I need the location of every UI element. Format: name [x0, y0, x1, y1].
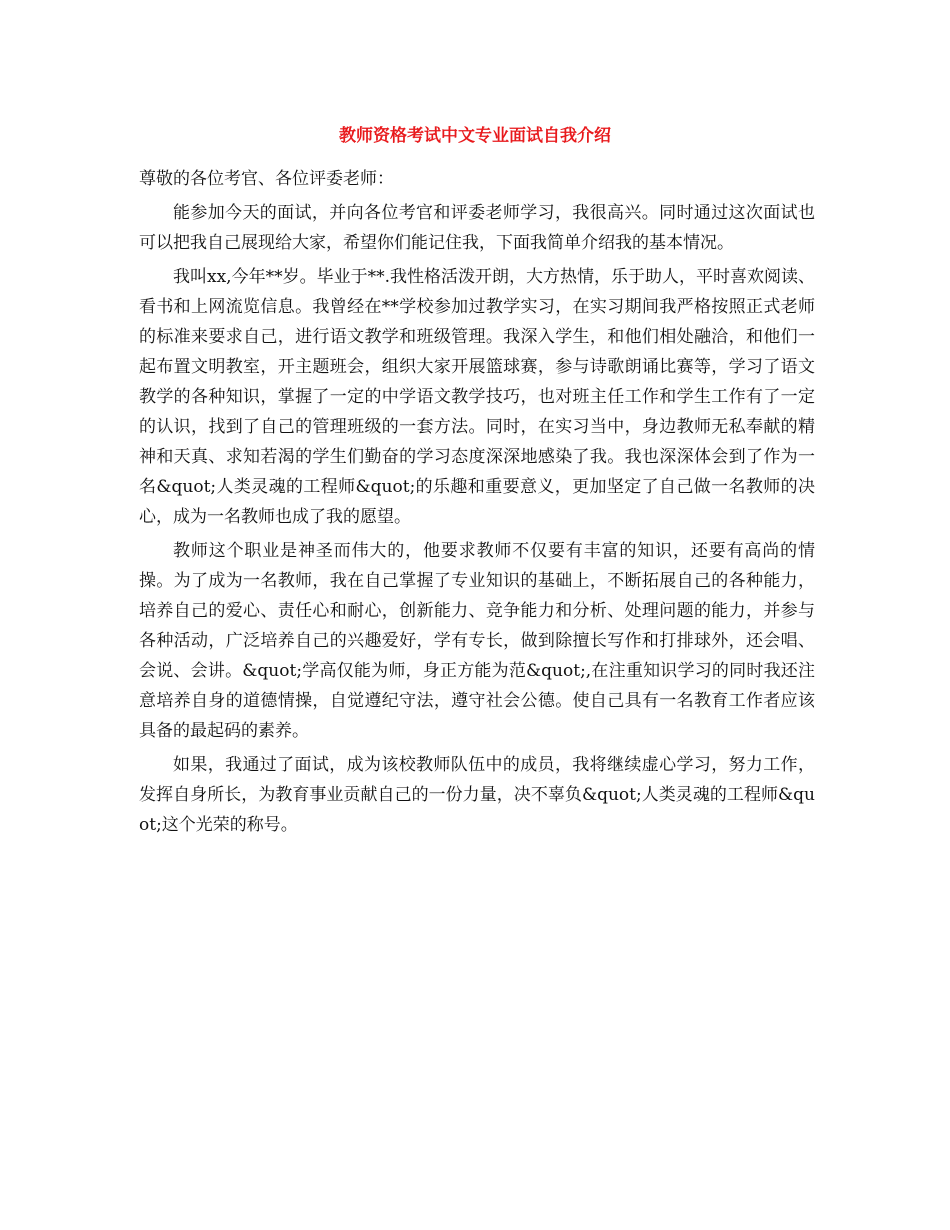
salutation: 尊敬的各位考官、各位评委老师：	[139, 169, 394, 189]
paragraph-background: 我叫xx,今年**岁。毕业于**.我性格活泼开朗，大方热情，乐于助人，平时喜欢阅读、看书和上网流览信息。我曾经在**学校参加过教学实习，在实习期间我严格按照正式老师的标准来要求自己，进行语文教学和班级管理。我深入学生，和他们相处融洽，和他们一起布置文明教室，开主题班会，组织大家开展篮球赛，参与诗歌朗诵比赛等，学习了语文教学的各种知识，掌握了一定的中学语文教学技巧，也对班主任工作和学生工作有了一定的认识，找到了自己的管理班级的一套方法。同时，在实习当中，身边教师无私奉献的精神和天真、求知若渴的学生们勤奋的学习态度深深地感染了我。我也深深体会到了作为一名&quot;人类灵魂的工程师&quot;的乐趣和重要意义，更加坚定了自己做一名教师的决心，成为一名教师也成了我的愿望。	[139, 267, 815, 527]
paragraph-conclusion: 如果，我通过了面试，成为该校教师队伍中的成员，我将继续虚心学习，努力工作，发挥自身所长，为教育事业贡献自己的一份力量，决不辜负&quot;人类灵魂的工程师&quot;这个光荣的称号。	[139, 755, 815, 835]
paragraph-qualities: 教师这个职业是神圣而伟大的，他要求教师不仅要有丰富的知识，还要有高尚的情操。为了成为一名教师，我在自己掌握了专业知识的基础上，不断拓展自己的各种能力，培养自己的爱心、责任心和耐心，创新能力、竞争能力和分析、处理问题的能力，并参与各种活动，广泛培养自己的兴趣爱好，学有专长，做到除擅长写作和打排球外，还会唱、会说、会讲。&quot;学高仅能为师，身正方能为范&quot;,在注重知识学习的同时我还注意培养自身的道德情操，自觉遵纪守法，遵守社会公德。使自己具有一名教育工作者应该具备的最起码的素养。	[139, 541, 815, 741]
document-body	[139, 164, 815, 844]
document-title: 教师资格考试中文专业面试自我介绍	[339, 126, 611, 146]
paragraph-intro: 能参加今天的面试，并向各位考官和评委老师学习，我很高兴。同时通过这次面试也可以把我自己展现给大家，希望你们能记住我，下面我简单介绍我的基本情况。	[139, 203, 815, 253]
